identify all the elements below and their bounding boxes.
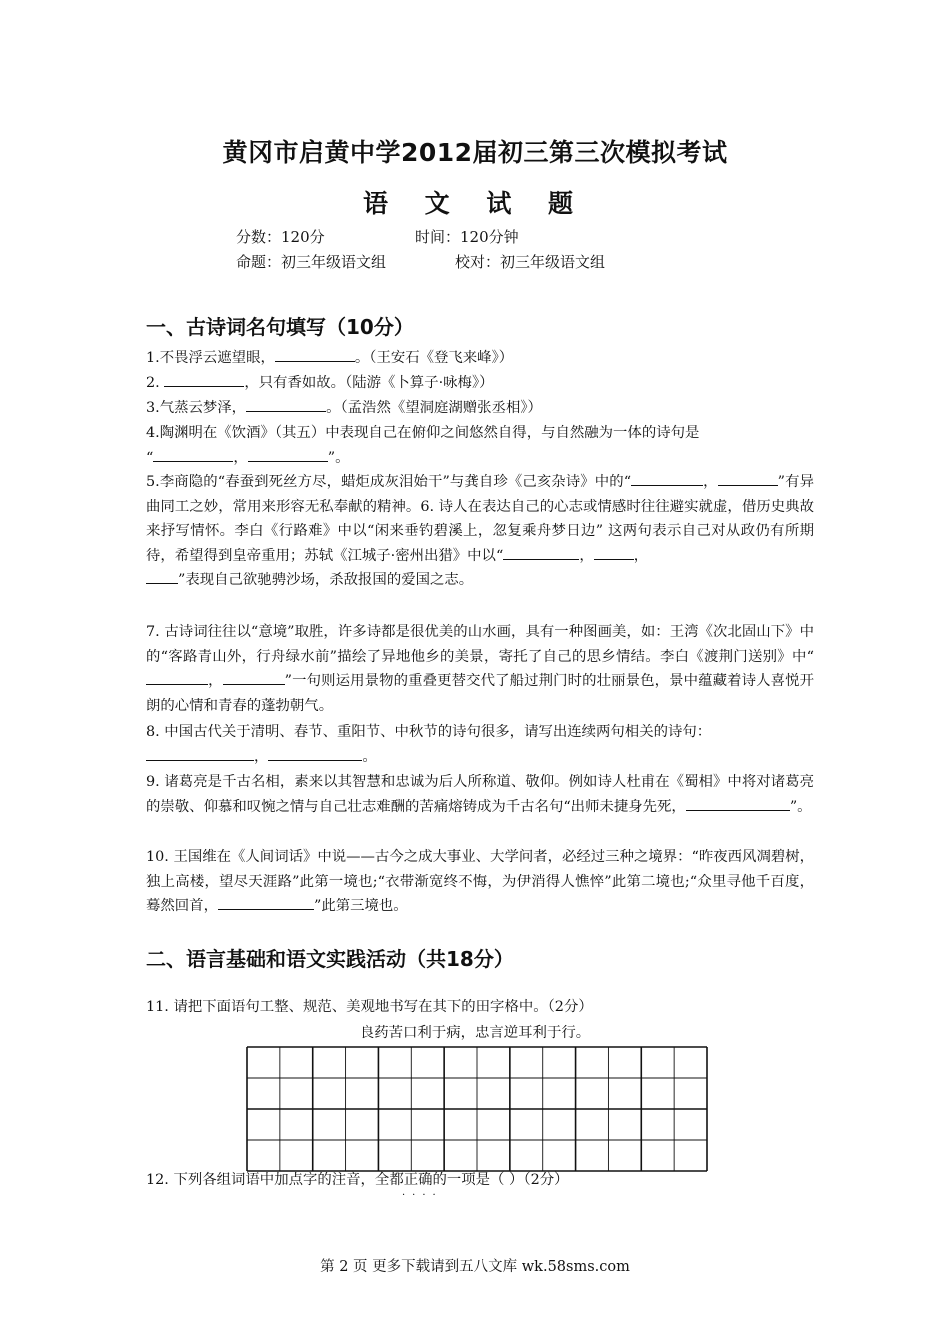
answer-blank[interactable] [153, 446, 233, 462]
answer-blank[interactable] [275, 346, 355, 362]
question-3 [146, 396, 814, 421]
answer-blank[interactable] [631, 470, 703, 486]
question-text: ， [254, 748, 269, 765]
question-text: 9. 诸葛亮是千古名相，素来以其智慧和忠诚为后人所称道、敬仰。例如诗人杜甫在《蜀相》中将对诸葛亮的崇敬、仰慕和叹惋之情与自己壮志难酬的苦痛熔铸成为千古名句“出师未捷身先死， [146, 774, 814, 815]
question-8 [146, 720, 814, 769]
question-text: 1.不畏浮云遮望眼， [146, 350, 275, 366]
question-9 [146, 770, 814, 819]
question-text: 5.李商隐的“春蚕到死丝方尽，蜡炬成灰泪始干”与龚自珍《己亥杂诗》中的“ [146, 474, 632, 490]
page-footer: 第 2 页 更多下载请到五八文库 wk.58sms.com [320, 1259, 630, 1275]
answer-blank[interactable] [218, 894, 314, 910]
question-text: 。（王安石《登飞来峰》） [354, 350, 514, 366]
answer-blank[interactable] [246, 396, 326, 412]
answer-blank[interactable] [718, 470, 778, 486]
answer-blank[interactable] [146, 669, 208, 685]
question-text: “ [146, 449, 154, 466]
question-4 [146, 421, 814, 470]
answer-blank[interactable] [686, 795, 790, 811]
question-text: ， [208, 673, 223, 689]
answer-blank[interactable] [248, 446, 328, 462]
subject-title: 语 文 试 题 [362, 189, 588, 218]
question-text: ， [579, 547, 594, 564]
question-2 [146, 371, 814, 396]
question-text: 8. 中国古代关于清明、春节、重阳节、中秋节的诗句很多，请写出连续两句相关的诗句： [146, 724, 712, 740]
section2-heading: 二、语言基础和语文实践活动（共18分） [146, 947, 514, 971]
question-text: ”有异曲同工之妙，常用来形容无私奉献的精神。6. 诗人在表达自己的心志或情感时往往避实就虚，借历史典故来抒写情怀。李白《行路难》中以“闲来垂钓碧溪上，忽复乘舟梦日边” 这两句表示自己对从政仍有所期待，希望得到皇帝重用；苏轼《江城子·密州出猎》中以“ [146, 474, 814, 564]
question-text: 2. [146, 375, 165, 391]
question-text: 4.陶渊明在《饮酒》（其五）中表现自己在俯仰之间悠然自得，与自然融为一体的诗句是 [146, 425, 700, 441]
question-text: ， [233, 449, 248, 466]
score-info: 分数：120分 [236, 228, 325, 246]
question-text: ， [703, 474, 718, 490]
answer-blank[interactable] [594, 544, 634, 560]
question-text: ”此第三境也。 [313, 898, 408, 914]
question-text: 。（孟浩然《望洞庭湖赠张丞相》） [326, 400, 542, 416]
reviewer-info: 校对：初三年级语文组 [455, 253, 606, 271]
question-text: 。 [362, 748, 377, 765]
question-text: ”表现自己欲驰骋沙场，杀敌报国的爱国之志。 [178, 572, 474, 588]
question-11: 11. 请把下面语句工整、规范、美观地书写在其下的田字格中。（2分） [146, 999, 593, 1015]
question-text: 10. 王国维在《人间词话》中说——古今之成大事业、大学问者，必经过三种之境界：“昨夜西风凋碧树，独上高楼，望尽天涯路”此第一境也;“衣带渐宽终不悔，为伊消得人憔悴”此第二境也;“众里寻他千百度，蓦然回首， [146, 849, 815, 914]
question-text: 7. 古诗词往往以“意境”取胜，许多诗都是很优美的山水画，具有一种图画美，如：王湾《次北固山下》中的“客路青山外，行舟绿水前”描绘了异地他乡的美景，寄托了自己的思乡情结。李白《渡荆门送别》中“ [146, 624, 814, 665]
question-text: 3.气蒸云梦泽， [146, 400, 247, 416]
time-info: 时间：120分钟 [415, 228, 519, 246]
question-12: 12. 下列各组词语中加点字的注音，全都正确的一项是（ ）（2分） [146, 1172, 569, 1188]
question-10 [146, 845, 814, 919]
question-text: ，只有香如故。（陆游《卜算子·咏梅》） [244, 375, 494, 391]
answer-blank[interactable] [146, 568, 178, 584]
answer-blank[interactable] [164, 371, 244, 387]
answer-blank[interactable] [503, 544, 579, 560]
question-1 [146, 346, 814, 371]
emphasis-dots: ···· [402, 1190, 443, 1201]
question-text: ”。 [789, 798, 812, 815]
question-text: ”。 [327, 449, 350, 466]
question-text: ， [633, 547, 649, 564]
section1-heading: 一、古诗词名句填写（10分） [146, 315, 414, 339]
tianzige-grid [246, 1046, 708, 1172]
practice-sentence: 良药苦口利于病，忠言逆耳利于行。 [359, 1025, 591, 1041]
answer-blank[interactable] [146, 745, 254, 761]
answer-blank[interactable] [223, 669, 285, 685]
question-5-6 [146, 470, 814, 593]
question-7 [146, 620, 814, 718]
answer-blank[interactable] [268, 745, 362, 761]
exam-title: 黄冈市启黄中学2012届初三第三次模拟考试 [222, 138, 728, 167]
question-text: ”一句则运用景物的重叠更替交代了船过荆门时的壮丽景色，景中蕴藏着诗人喜悦开朗的心情和青春的蓬勃朝气。 [146, 673, 814, 714]
author-info: 命题：初三年级语文组 [236, 253, 387, 271]
